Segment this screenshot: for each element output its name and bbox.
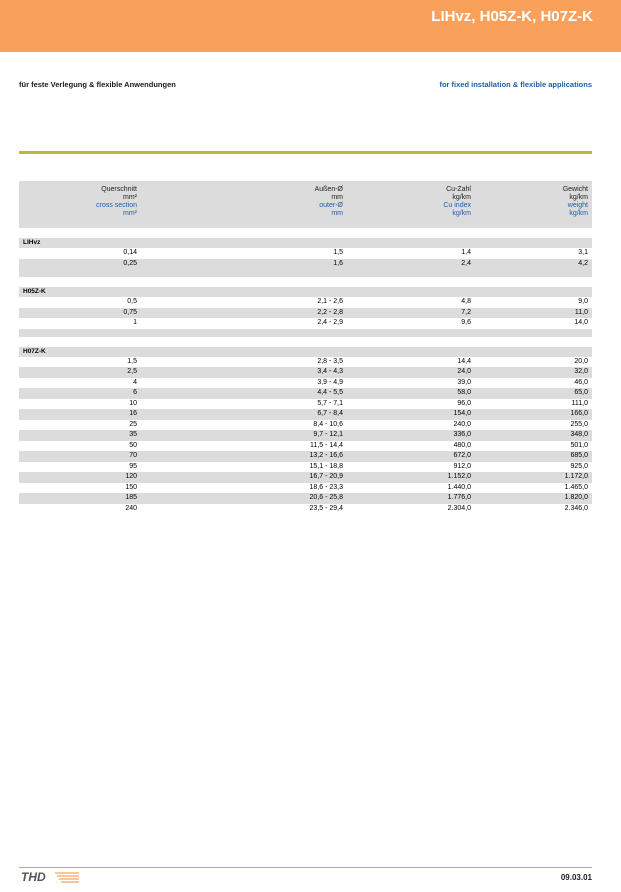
cell-outer-diameter: 5,7 - 7,1 [141,399,347,410]
cell-outer-diameter: 9,7 - 12,1 [141,430,347,441]
group-header-row [19,238,592,248]
cell-weight: 4,2 [475,259,592,270]
cell-cu-index: 154,0 [347,409,475,420]
cell-cross-section: 2,5 [19,367,141,378]
cell-outer-diameter: 15,1 - 18,8 [141,462,347,473]
cell-cu-index: 1,4 [347,248,475,259]
cell-cu-index: 9,6 [347,318,475,329]
subtitle-english: for fixed installation & flexible applications [439,80,592,89]
cell-outer-diameter: 2,4 - 2,9 [141,318,347,329]
group-name: H07Z-K [19,347,592,357]
table-row [19,462,592,473]
cell-outer-diameter: 6,7 - 8,4 [141,409,347,420]
cell-cu-index: 14,4 [347,357,475,368]
cell-outer-diameter: 1,6 [141,259,347,270]
cell-cu-index: 1.776,0 [347,493,475,504]
table-row [19,367,592,378]
thd-logo-text: THD [21,870,46,884]
cell-cross-section: 120 [19,472,141,483]
group-name: LIHvz [19,238,592,248]
divider-line [19,151,592,154]
cell-cu-index: 912,0 [347,462,475,473]
cell-cross-section: 50 [19,441,141,452]
group-name: H05Z-K [19,287,592,297]
table-row [19,248,592,259]
cell-cross-section: 185 [19,493,141,504]
cell-cross-section: 150 [19,483,141,494]
cell-weight: 1.465,0 [475,483,592,494]
document-title: LIHvz, H05Z-K, H07Z-K [431,8,593,25]
cell-cross-section: 240 [19,504,141,515]
spacer-row [19,228,592,238]
cell-outer-diameter: 18,6 - 23,3 [141,483,347,494]
cell-outer-diameter: 20,6 - 25,8 [141,493,347,504]
spacer-row [19,337,592,347]
table-row [19,504,592,515]
group-header-row [19,347,592,357]
column-header-cu-index: Cu-Zahl kg/km Cu index kg/km [443,186,471,217]
cell-cross-section: 6 [19,388,141,399]
cell-cu-index: 2.304,0 [347,504,475,515]
table-row [19,451,592,462]
table-row [19,441,592,452]
table-row [19,308,592,319]
cell-cu-index: 240,0 [347,420,475,431]
cell-outer-diameter: 2,8 - 3,5 [141,357,347,368]
cell-outer-diameter: 1,5 [141,248,347,259]
cell-weight: 925,0 [475,462,592,473]
cell-outer-diameter: 2,1 - 2,6 [141,297,347,308]
spacer-row [19,277,592,287]
cell-outer-diameter: 23,5 - 29,4 [141,504,347,515]
cell-cu-index: 39,0 [347,378,475,389]
cell-cross-section: 0,5 [19,297,141,308]
cell-cross-section: 16 [19,409,141,420]
table-row [19,399,592,410]
cell-weight: 14,0 [475,318,592,329]
spacer-row [19,269,592,277]
cell-outer-diameter: 13,2 - 16,6 [141,451,347,462]
table-row [19,259,592,270]
cell-cross-section: 95 [19,462,141,473]
cell-cross-section: 10 [19,399,141,410]
subtitle-german: für feste Verlegung & flexible Anwendungen [19,80,176,89]
cell-cross-section: 70 [19,451,141,462]
cell-outer-diameter: 11,5 - 14,4 [141,441,347,452]
cell-cu-index: 4,8 [347,297,475,308]
cell-weight: 255,0 [475,420,592,431]
cell-cu-index: 480,0 [347,441,475,452]
cell-outer-diameter: 16,7 - 20,9 [141,472,347,483]
logo-stripes-icon [55,873,79,882]
cell-cu-index: 7,2 [347,308,475,319]
cell-cu-index: 336,0 [347,430,475,441]
table-row [19,420,592,431]
cell-weight: 111,0 [475,399,592,410]
table-row [19,493,592,504]
cell-cu-index: 1.152,0 [347,472,475,483]
cell-cross-section: 1,5 [19,357,141,368]
column-header-outer-diameter: Außen-Ø mm outer-Ø mm [314,186,343,217]
spacer-row [19,329,592,337]
table-row [19,483,592,494]
cell-cross-section: 0,14 [19,248,141,259]
cell-weight: 1.172,0 [475,472,592,483]
table-header-row [19,181,592,228]
header-band [0,0,621,52]
cell-weight: 166,0 [475,409,592,420]
footer-date: 09.03.01 [560,873,592,882]
cell-cross-section: 35 [19,430,141,441]
cell-cu-index: 2,4 [347,259,475,270]
cell-cross-section: 4 [19,378,141,389]
cell-outer-diameter: 8,4 - 10,6 [141,420,347,431]
table-body [19,228,592,514]
table-row [19,472,592,483]
cell-cross-section: 1 [19,318,141,329]
cell-weight: 501,0 [475,441,592,452]
table-row [19,297,592,308]
table-row [19,357,592,368]
cell-cu-index: 24,0 [347,367,475,378]
cell-outer-diameter: 3,4 - 4,3 [141,367,347,378]
column-header-weight: Gewicht kg/km weight kg/km [562,186,588,217]
thd-logo [21,870,81,884]
cable-spec-table [19,181,592,514]
cell-cu-index: 672,0 [347,451,475,462]
table-row [19,409,592,420]
cell-weight: 32,0 [475,367,592,378]
cell-weight: 2.346,0 [475,504,592,515]
cell-outer-diameter: 4,4 - 5,5 [141,388,347,399]
footer-divider [19,867,592,868]
cell-cu-index: 1.440,0 [347,483,475,494]
cell-weight: 11,0 [475,308,592,319]
cell-weight: 20,0 [475,357,592,368]
cell-weight: 348,0 [475,430,592,441]
column-header-cross-section: Querschnitt mm² cross section mm² [96,186,137,217]
cell-outer-diameter: 2,2 - 2,8 [141,308,347,319]
cell-outer-diameter: 3,9 - 4,9 [141,378,347,389]
cell-weight: 9,0 [475,297,592,308]
table-row [19,388,592,399]
cell-cross-section: 25 [19,420,141,431]
cell-weight: 3,1 [475,248,592,259]
cell-weight: 1.820,0 [475,493,592,504]
table-row [19,430,592,441]
cell-cross-section: 0,75 [19,308,141,319]
table-row [19,318,592,329]
group-header-row [19,287,592,297]
table-row [19,378,592,389]
cell-weight: 65,0 [475,388,592,399]
cell-cu-index: 58,0 [347,388,475,399]
cell-cu-index: 96,0 [347,399,475,410]
cell-weight: 685,0 [475,451,592,462]
cell-cross-section: 0,25 [19,259,141,270]
cell-weight: 46,0 [475,378,592,389]
